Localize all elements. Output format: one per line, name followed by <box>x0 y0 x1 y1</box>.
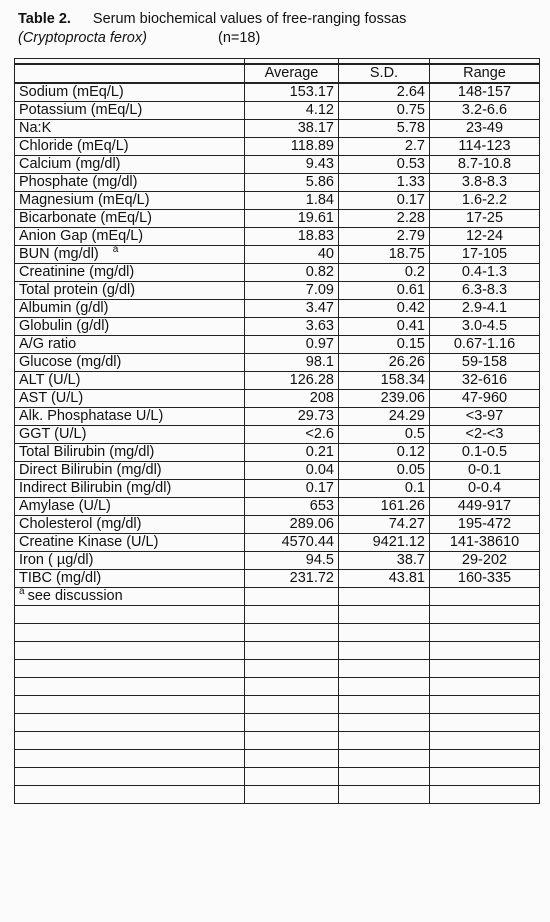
table-row <box>15 228 540 246</box>
row-label-text: BUN (mg/dl) <box>19 246 99 262</box>
table-row <box>15 390 540 408</box>
row-label <box>15 552 245 570</box>
cell-average: 1.84 <box>245 192 339 210</box>
footnote-text: see discussion <box>27 588 123 604</box>
footnote <box>15 588 245 606</box>
cell-average: 0.17 <box>245 480 339 498</box>
empty-cell <box>245 678 339 696</box>
row-label <box>15 228 245 246</box>
row-label-text: Albumin (g/dl) <box>19 300 109 316</box>
row-label-text: Creatinine (mg/dl) <box>19 264 135 280</box>
cell-sd: 9421.12 <box>339 534 430 552</box>
row-label-text: Iron ( µg/dl) <box>19 552 94 568</box>
cell-range: 32-616 <box>430 372 540 390</box>
row-label <box>15 246 245 264</box>
row-label <box>15 210 245 228</box>
table-row <box>15 264 540 282</box>
cell-sd: 161.26 <box>339 498 430 516</box>
row-label <box>15 462 245 480</box>
cell-average: 153.17 <box>245 83 339 102</box>
cell-sd: 239.06 <box>339 390 430 408</box>
table-row <box>15 480 540 498</box>
row-label-text: Direct Bilirubin (mg/dl) <box>19 462 162 478</box>
row-label-text: TIBC (mg/dl) <box>19 570 102 586</box>
cell-range: 141-38610 <box>430 534 540 552</box>
empty-cell <box>245 606 339 624</box>
cell-sd: 2.28 <box>339 210 430 228</box>
row-label-text: Globulin (g/dl) <box>19 318 110 334</box>
blank-row <box>15 696 540 714</box>
blank-row <box>15 714 540 732</box>
row-label-text: Amylase (U/L) <box>19 498 111 514</box>
cell-range: 160-335 <box>430 570 540 588</box>
empty-cell <box>245 624 339 642</box>
cell-sd: 1.33 <box>339 174 430 192</box>
empty-cell <box>15 624 245 642</box>
cell-range: 195-472 <box>430 516 540 534</box>
row-label-text: Potassium (mEq/L) <box>19 102 143 118</box>
cell-range: 2.9-4.1 <box>430 300 540 318</box>
row-label <box>15 516 245 534</box>
row-label <box>15 83 245 102</box>
table-row <box>15 426 540 444</box>
table-row <box>15 138 540 156</box>
empty-cell <box>339 588 430 606</box>
cell-average: 118.89 <box>245 138 339 156</box>
cell-sd: 0.15 <box>339 336 430 354</box>
empty-cell <box>339 750 430 768</box>
species-name: (Cryptoprocta ferox) <box>18 30 147 46</box>
header-range: Range <box>430 64 540 83</box>
table-row <box>15 516 540 534</box>
empty-cell <box>339 660 430 678</box>
table-row <box>15 336 540 354</box>
cell-sd: 0.41 <box>339 318 430 336</box>
empty-cell <box>15 786 245 804</box>
cell-range: 0-0.4 <box>430 480 540 498</box>
cell-sd: 158.34 <box>339 372 430 390</box>
empty-cell <box>245 588 339 606</box>
cell-average: 4.12 <box>245 102 339 120</box>
cell-range: 1.6-2.2 <box>430 192 540 210</box>
empty-cell <box>245 750 339 768</box>
table-row <box>15 192 540 210</box>
cell-sd: 0.61 <box>339 282 430 300</box>
row-label-text: Creatine Kinase (U/L) <box>19 534 159 550</box>
table-body <box>15 83 540 804</box>
table-row <box>15 83 540 102</box>
table-number: Table 2. <box>18 11 71 27</box>
cell-sd: 5.78 <box>339 120 430 138</box>
cell-range: 3.8-8.3 <box>430 174 540 192</box>
cell-sd: 0.75 <box>339 102 430 120</box>
cell-average: 98.1 <box>245 354 339 372</box>
table-row <box>15 372 540 390</box>
table-row <box>15 354 540 372</box>
cell-range: 114-123 <box>430 138 540 156</box>
row-label-text: A/G ratio <box>19 336 77 352</box>
row-label <box>15 102 245 120</box>
row-label <box>15 300 245 318</box>
table-row <box>15 318 540 336</box>
cell-range: 449-917 <box>430 498 540 516</box>
blank-row <box>15 606 540 624</box>
empty-cell <box>15 768 245 786</box>
empty-cell <box>430 642 540 660</box>
blank-row <box>15 732 540 750</box>
empty-cell <box>339 786 430 804</box>
cell-sd: 0.1 <box>339 480 430 498</box>
cell-average: 231.72 <box>245 570 339 588</box>
empty-cell <box>15 678 245 696</box>
empty-cell <box>339 606 430 624</box>
row-label <box>15 120 245 138</box>
cell-average: 3.63 <box>245 318 339 336</box>
row-label <box>15 426 245 444</box>
table-row <box>15 210 540 228</box>
cell-sd: 0.2 <box>339 264 430 282</box>
cell-range: <3-97 <box>430 408 540 426</box>
table-caption <box>18 10 538 48</box>
footnote-marker: a <box>112 245 119 256</box>
row-label-text: Total protein (g/dl) <box>19 282 136 298</box>
empty-cell <box>15 660 245 678</box>
cell-range: 17-105 <box>430 246 540 264</box>
table-row <box>15 552 540 570</box>
cell-average: 3.47 <box>245 300 339 318</box>
empty-cell <box>339 714 430 732</box>
row-label <box>15 354 245 372</box>
row-label-text: Total Bilirubin (mg/dl) <box>19 444 155 460</box>
cell-sd: 0.17 <box>339 192 430 210</box>
cell-range: 17-25 <box>430 210 540 228</box>
empty-cell <box>430 768 540 786</box>
cell-sd: 38.7 <box>339 552 430 570</box>
cell-average: 126.28 <box>245 372 339 390</box>
table-row <box>15 408 540 426</box>
empty-cell <box>245 714 339 732</box>
cell-average: 38.17 <box>245 120 339 138</box>
table-row <box>15 174 540 192</box>
cell-average: 18.83 <box>245 228 339 246</box>
row-label <box>15 480 245 498</box>
cell-sd: 26.26 <box>339 354 430 372</box>
cell-range: 59-158 <box>430 354 540 372</box>
row-label <box>15 498 245 516</box>
empty-cell <box>245 696 339 714</box>
row-label-text: Alk. Phosphatase U/L) <box>19 408 164 424</box>
cell-average: 0.97 <box>245 336 339 354</box>
table-header-row <box>15 64 540 83</box>
cell-average: 4570.44 <box>245 534 339 552</box>
cell-sd: 74.27 <box>339 516 430 534</box>
cell-range: 0-0.1 <box>430 462 540 480</box>
row-label <box>15 264 245 282</box>
cell-sd: 0.42 <box>339 300 430 318</box>
table-row <box>15 570 540 588</box>
row-label-text: Na:K <box>19 120 52 136</box>
table-row <box>15 282 540 300</box>
empty-cell <box>15 732 245 750</box>
cell-average: 94.5 <box>245 552 339 570</box>
row-label <box>15 372 245 390</box>
empty-cell <box>339 732 430 750</box>
empty-cell <box>430 588 540 606</box>
empty-cell <box>430 696 540 714</box>
cell-average: 40 <box>245 246 339 264</box>
row-label <box>15 336 245 354</box>
table-row <box>15 498 540 516</box>
cell-sd: 43.81 <box>339 570 430 588</box>
row-label-text: GGT (U/L) <box>19 426 87 442</box>
empty-cell <box>339 678 430 696</box>
cell-range: 3.0-4.5 <box>430 318 540 336</box>
row-label <box>15 318 245 336</box>
row-label-text: Sodium (mEq/L) <box>19 84 124 100</box>
cell-range: 47-960 <box>430 390 540 408</box>
table-row <box>15 120 540 138</box>
row-label-text: Phosphate (mg/dl) <box>19 174 138 190</box>
cell-range: 29-202 <box>430 552 540 570</box>
table-row <box>15 300 540 318</box>
cell-average: 0.04 <box>245 462 339 480</box>
empty-cell <box>339 696 430 714</box>
empty-cell <box>15 696 245 714</box>
table-row <box>15 246 540 264</box>
empty-cell <box>245 660 339 678</box>
row-label-text: Chloride (mEq/L) <box>19 138 129 154</box>
cell-sd: 2.79 <box>339 228 430 246</box>
cell-sd: 0.05 <box>339 462 430 480</box>
empty-cell <box>245 642 339 660</box>
empty-cell <box>245 786 339 804</box>
row-label-text: AST (U/L) <box>19 390 84 406</box>
table-row <box>15 534 540 552</box>
row-label-text: Indirect Bilirubin (mg/dl) <box>19 480 172 496</box>
row-label-text: Cholesterol (mg/dl) <box>19 516 142 532</box>
cell-average: 653 <box>245 498 339 516</box>
empty-cell <box>430 786 540 804</box>
row-label <box>15 534 245 552</box>
cell-sd: 18.75 <box>339 246 430 264</box>
empty-cell <box>430 678 540 696</box>
blank-row <box>15 624 540 642</box>
cell-range: 0.4-1.3 <box>430 264 540 282</box>
table-row <box>15 444 540 462</box>
cell-range: 0.67-1.16 <box>430 336 540 354</box>
row-label <box>15 156 245 174</box>
empty-cell <box>339 642 430 660</box>
cell-range: 148-157 <box>430 83 540 102</box>
cell-average: 0.82 <box>245 264 339 282</box>
cell-average: <2.6 <box>245 426 339 444</box>
row-label <box>15 408 245 426</box>
cell-sd: 0.12 <box>339 444 430 462</box>
empty-cell <box>15 642 245 660</box>
header-average: Average <box>245 64 339 83</box>
row-label <box>15 570 245 588</box>
table-row <box>15 156 540 174</box>
empty-cell <box>339 624 430 642</box>
cell-range: 6.3-8.3 <box>430 282 540 300</box>
empty-cell <box>430 732 540 750</box>
cell-sd: 2.64 <box>339 83 430 102</box>
empty-cell <box>430 660 540 678</box>
cell-range: 8.7-10.8 <box>430 156 540 174</box>
empty-cell <box>15 750 245 768</box>
row-label <box>15 282 245 300</box>
row-label <box>15 174 245 192</box>
table-row <box>15 462 540 480</box>
cell-average: 208 <box>245 390 339 408</box>
blank-row <box>15 660 540 678</box>
cell-range: 0.1-0.5 <box>430 444 540 462</box>
header-sd: S.D. <box>339 64 430 83</box>
row-label-text: Magnesium (mEq/L) <box>19 192 150 208</box>
empty-cell <box>430 714 540 732</box>
row-label <box>15 138 245 156</box>
cell-average: 7.09 <box>245 282 339 300</box>
row-label-text: Glucose (mg/dl) <box>19 354 122 370</box>
table-row <box>15 102 540 120</box>
row-label-text: Bicarbonate (mEq/L) <box>19 210 152 226</box>
empty-cell <box>339 768 430 786</box>
cell-sd: 0.5 <box>339 426 430 444</box>
cell-sd: 0.53 <box>339 156 430 174</box>
cell-sd: 2.7 <box>339 138 430 156</box>
empty-cell <box>15 606 245 624</box>
table-title: Serum biochemical values of free-ranging fossas <box>92 11 407 27</box>
cell-sd: 24.29 <box>339 408 430 426</box>
footnote-marker: a <box>19 587 25 598</box>
row-label-text: Anion Gap (mEq/L) <box>19 228 144 244</box>
cell-range: 23-49 <box>430 120 540 138</box>
cell-range: 3.2-6.6 <box>430 102 540 120</box>
cell-range: <2-<3 <box>430 426 540 444</box>
cell-average: 289.06 <box>245 516 339 534</box>
row-label-text: Calcium (mg/dl) <box>19 156 121 172</box>
empty-cell <box>15 714 245 732</box>
header-label <box>15 64 245 83</box>
cell-average: 0.21 <box>245 444 339 462</box>
blank-row <box>15 786 540 804</box>
row-label <box>15 390 245 408</box>
blank-row <box>15 750 540 768</box>
empty-cell <box>245 768 339 786</box>
cell-average: 19.61 <box>245 210 339 228</box>
blank-row <box>15 768 540 786</box>
footnote-row <box>15 588 540 606</box>
row-label <box>15 444 245 462</box>
empty-cell <box>430 606 540 624</box>
caption-line-2 <box>18 29 538 48</box>
blank-row <box>15 642 540 660</box>
cell-average: 29.73 <box>245 408 339 426</box>
empty-cell <box>430 750 540 768</box>
biochemical-values-table <box>14 58 540 804</box>
row-label <box>15 192 245 210</box>
empty-cell <box>245 732 339 750</box>
cell-average: 5.86 <box>245 174 339 192</box>
sample-size: (n=18) <box>218 30 261 46</box>
row-label-text: ALT (U/L) <box>19 372 81 388</box>
blank-row <box>15 678 540 696</box>
empty-cell <box>430 624 540 642</box>
cell-range: 12-24 <box>430 228 540 246</box>
cell-average: 9.43 <box>245 156 339 174</box>
